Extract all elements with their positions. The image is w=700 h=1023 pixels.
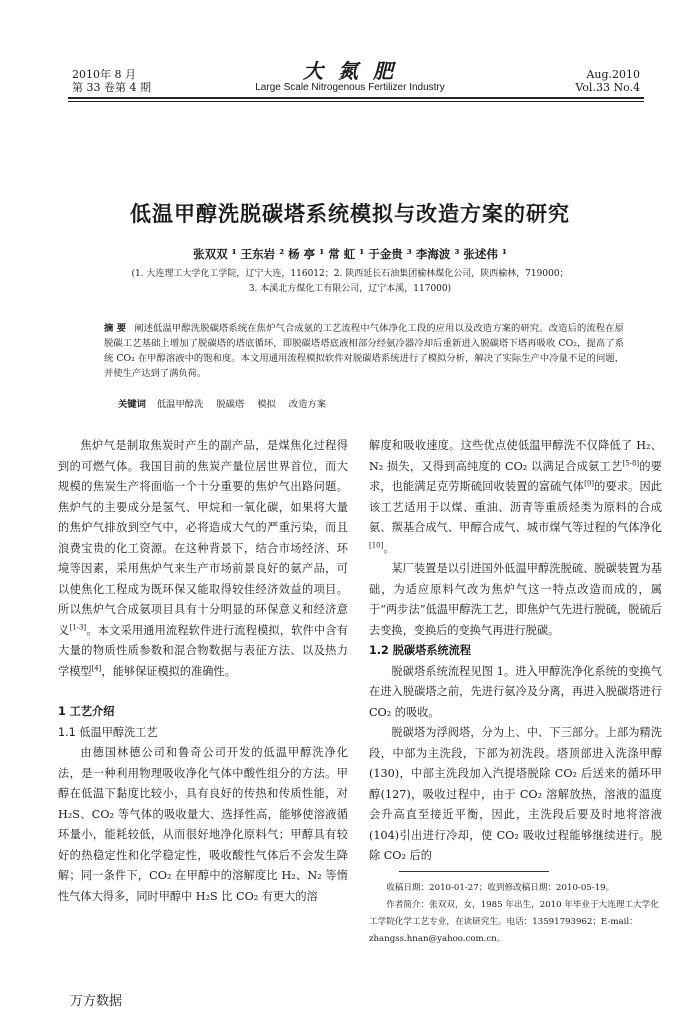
plant-paragraph: 某厂装置是以引进国外低温甲醇洗脱硫、脱碳装置为基础，为适应原料气改为焦炉气这一特点改造而成的，属于“两步法”低温甲醇洗工艺，即焦炉气先进行脱硫，脱硫后去变换，变换后的变换气再进行脱碳。 (369, 562, 662, 637)
section-heading-1: 1 工艺介绍 (58, 705, 115, 718)
section-heading-1-2: 1.2 脱碳塔系统流程 (369, 644, 472, 657)
keyword: 低温甲醇洗 (156, 399, 204, 410)
header-left (72, 68, 151, 94)
section-heading-1-1: 1.1 低温甲醇洗工艺 (58, 725, 158, 739)
tower-paragraph: 脱碳塔为浮阀塔，分为上、中、下三部分。上部为精洗段，中部为主洗段，下部为初洗段。塔顶部进入洗涤甲醇(130)，中部主洗段加入汽提塔脱除 CO₂ 后送来的循环甲醇(127)，吸收过程中，由于 CO₂ 溶解放热，溶液的温度会升高直至接近平衡，因此，主洗段后要及时地将溶液(104)引出进行冷却，使 CO₂ 吸收过程能够继续进行。脱除 CO₂ 后的 (369, 726, 662, 862)
intro-paragraph: 焦炉气是制取焦炭时产生的副产品，是煤焦化过程得到的可燃气体。我国目前的焦炭产量位居世界首位，而大规模的焦炭生产将面临一个十分重要的焦炉气出路问题。焦炉气的主要成分是氢气、甲烷和一氧化碳，如果将大量的焦炉气排放到空气中，必将造成大气的严重污染，而且浪费宝贵的化工资源。在这种背景下，结合市场经济、环境等因素，采用焦炉气来生产市场前景良好的氨产品，可以使焦化工程成为既环保又能取得较佳经济效益的项目。所以焦炉气合成氨项目具有十分明显的环保意义和经济意义[1-3]。本文采用通用流程软件进行流程模拟，软件中含有大量的物质性质参数和混合物数据与表征方法、以及热力学模型[4]，能够保证模拟的准确性。 (58, 439, 348, 678)
right-column (369, 436, 662, 867)
issue-volume: 第 33 卷第 4 期 (72, 81, 151, 94)
issue-date-en: Aug.2010 (586, 68, 640, 81)
footnote-rule (399, 871, 549, 872)
abstract-label: 摘 要 (104, 323, 127, 334)
abstract (104, 321, 624, 381)
journal-logo-text: 大 氮 肥 (303, 59, 397, 83)
received-date: 收稿日期：2010-01-27；收到修改稿日期：2010-05-19。 (386, 883, 615, 893)
keywords-label: 关键词 (118, 399, 146, 410)
watermark: 万方数据 (70, 994, 123, 1009)
footnote (369, 880, 662, 948)
affiliation-line-2: 3. 本溪北方煤化工有限公司，辽宁本溪，117000) (248, 284, 452, 294)
issue-volume-en: Vol.33 No.4 (575, 81, 640, 94)
issue-date: 2010年 8 月 (72, 68, 136, 81)
keywords (118, 396, 618, 410)
left-column (58, 436, 348, 907)
paper-title: 低温甲醇洗脱碳塔系统模拟与改造方案的研究 (130, 202, 570, 226)
keyword: 脱碳塔 (216, 399, 245, 410)
journal-masthead (230, 60, 470, 94)
affiliation-line-1: (1. 大连理工大学化工学院，辽宁大连，116012；2. 陕西延长石油集团榆林煤化公司，陕西榆林，719000； (131, 269, 569, 279)
keyword: 模拟 (257, 399, 276, 410)
header-rule-thin (68, 101, 644, 102)
header-rule (68, 97, 644, 99)
author-list: 张双双 ¹ 王东岩 ² 杨 亭 ¹ 常 虹 ¹ 于金贵 ³ 李海波 ³ 张述伟 ¹ (193, 247, 507, 261)
section-1-1-paragraph: 由德国林德公司和鲁奇公司开发的低温甲醇洗净化法，是一种利用物理吸收净化气体中酸性组分的方法。甲醇在低温下黏度比较小，具有良好的传热和传质性能，对 H₂S、CO₂ 等气体的吸收量大、选择性高，能够使溶液循环量小，能耗较低，从而很好地净化原料气；甲醇具有较好的热稳定性和化学稳定性，吸收酸性气体后不会发生降解；同一条件下，CO₂ 在甲醇中的溶解度比 H₂、N₂ 等惰性气体大得多，同时甲醇中 H₂S 比 CO₂ 有更大的溶 (58, 746, 348, 903)
abstract-text: 阐述低温甲醇洗脱碳塔系统在焦炉气合成氨的工艺流程中气体净化工段的应用以及改造方案的研究。改造后的流程在原脱碳工艺基础上增加了脱碳塔的塔底循环，即脱碳塔塔底液相部分经氨冷器冷却后重新进入脱碳塔下塔再吸收 CO₂，提高了系统 CO₂ 在甲醇溶液中的饱和度。本文用通用流程模拟软件对脱碳塔系统进行了模拟分析，解决了实际生产中冷量不足的问题，并使生产达到了满负荷。 (104, 323, 624, 379)
flow-paragraph: 脱碳塔系统流程见图 1。进入甲醇洗净化系统的变换气在进入脱碳塔之前，先进行氨冷及分离，再进入脱碳塔进行 CO₂ 的吸收。 (369, 664, 662, 719)
journal-english-name: Large Scale Nitrogenous Fertilizer Industry (255, 82, 445, 93)
keyword: 改造方案 (288, 399, 326, 410)
continued-paragraph: 解度和吸收速度。这些优点使低温甲醇洗不仅降低了 H₂、N₂ 损失，又得到高纯度的 CO₂ 以满足合成氨工艺[5-8]的要求，也能满足克劳斯硫回收装置的富硫气体[9]的要求。因此该工艺适用于以煤、重油、沥青等重质烃类为原料的合成氨、羰基合成气、甲醇合成气、城市煤气等过程的气体净化[10]。 (369, 439, 662, 555)
affiliations (70, 267, 630, 297)
author-bio: 作者简介：张双双，女，1985 年出生，2010 年毕业于大连理工大学化工学院化学工艺专业，在读研究生。电话：13591793962；E-mail：zhangss.hnan@yahoo.com.cn。 (369, 900, 659, 944)
header-right (575, 68, 640, 94)
